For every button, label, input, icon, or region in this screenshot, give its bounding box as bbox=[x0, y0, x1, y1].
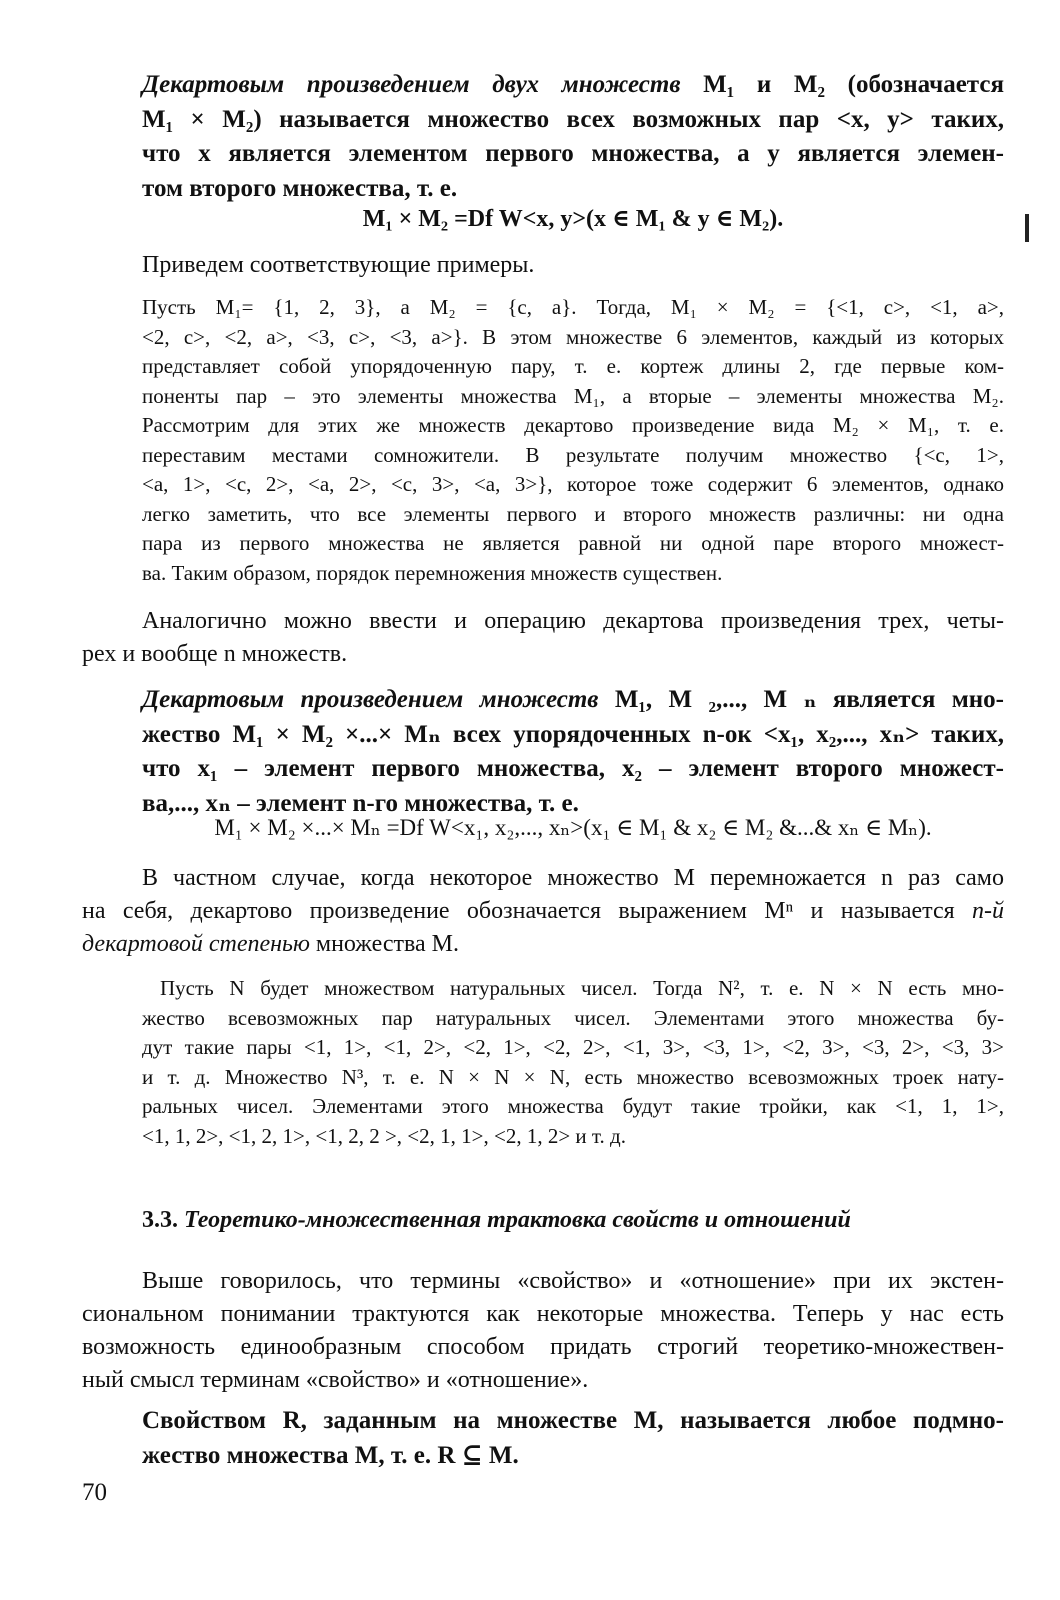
p2-line: Аналогично можно ввести и операцию декартова произведения трех, четы- bbox=[142, 608, 1004, 634]
def1-line-4: том второго множества, т. е. bbox=[142, 174, 458, 202]
formula-cartesian-n: M₁ × M₂ ×...× Mₙ =Df W<x₁, x₂,..., xₙ>(x₁ ∈ M₁ & x₂ ∈ M₂ &...& xₙ ∈ Mₙ). bbox=[214, 815, 932, 840]
ex1-line: <2, c>, <2, a>, <3, c>, <3, a>}. В этом множестве 6 элементов, каждый из которых bbox=[142, 324, 1004, 349]
ex1-line: представляет собой упорядоченную пару, т. е. кортеж длины 2, где первые ком- bbox=[142, 354, 1004, 378]
def2-line-4: ва,..., xₙ – элемент n-го множества, т. е. bbox=[142, 789, 579, 817]
paragraph-cartesian-power bbox=[82, 862, 1004, 961]
section-title: Теоретико-множественная трактовка свойств и отношений bbox=[178, 1207, 851, 1233]
def2-line-2: жество M₁ × M₂ ×...× Mₙ всех упорядоченных n-ок <x₁, x₂,..., xₙ> таких, bbox=[142, 720, 1004, 748]
ex1-line: легко заметить, что все элементы первого и второго множеств различны: ни одна bbox=[142, 501, 1004, 526]
def2-line-3: что x₁ – элемент первого множества, x₂ – элемент второго множест- bbox=[142, 755, 1004, 782]
definition-cartesian-product-n bbox=[142, 683, 1004, 821]
definition-cartesian-product-two bbox=[142, 68, 1004, 206]
p3-line-1: В частном случае, когда некоторое множество M перемножается n раз само bbox=[142, 865, 1004, 891]
example-block-2 bbox=[142, 974, 1004, 1151]
ex1-line: пара из первого множества не является равной ни одной паре второго множест- bbox=[142, 531, 1004, 555]
def1-line-2: M₁ × M₂) называется множество всех возможных пар <x, y> таких, bbox=[142, 105, 1004, 133]
p4-line: Выше говорилось, что термины «свойство» и «отношение» при их экстен- bbox=[142, 1268, 1004, 1294]
p3-line-2: на себя, декартово произведение обозначается выражением Mⁿ и называется n-й bbox=[82, 898, 1004, 924]
ex2-line: и т. д. Множество N³, т. е. N × N × N, есть множество всевозможных троек нату- bbox=[142, 1064, 1004, 1089]
section-heading bbox=[142, 1207, 1004, 1234]
def1-line-1: Декартовым произведением двух множеств M₁ и M₂ (обозначается bbox=[142, 71, 1004, 98]
p4-line: ный смысл терминам «свойство» и «отношение». bbox=[82, 1367, 589, 1393]
p2-line: рех и вообще n множеств. bbox=[82, 641, 348, 667]
example-block-1 bbox=[142, 293, 1004, 588]
ex1-line: Рассмотрим для этих же множеств декартово произведение вида M₂ × M₁, т. е. bbox=[142, 413, 1004, 437]
margin-mark bbox=[1025, 214, 1029, 242]
section-number: 3.3. bbox=[142, 1207, 178, 1233]
ex2-line: жество всевозможных пар натуральных чисел. Элементами этого множества бу- bbox=[142, 1005, 1004, 1030]
page-number: 70 bbox=[82, 1479, 107, 1506]
ex2-line: Пусть N будет множеством натуральных чисел. Тогда N², т. е. N × N есть мно- bbox=[160, 976, 1004, 1000]
ex1-line: Пусть M₁= {1, 2, 3}, а M₂ = {c, a}. Тогда, M₁ × M₂ = {<1, c>, <1, a>, bbox=[142, 295, 1004, 319]
p3-line-3: декартовой степенью множества M. bbox=[82, 931, 459, 957]
p4-line: сиональном понимании трактуются как некоторые множества. Теперь у нас есть bbox=[82, 1301, 1004, 1327]
formula-cartesian-two: M₁ × M₂ =Df W<x, y>(x ∈ M₁ & y ∈ M₂). bbox=[362, 206, 784, 232]
def1-line-3: что x является элементом первого множества, а y является элемен- bbox=[142, 140, 1004, 167]
def3-line: жество множества M, т. е. R ⊆ M. bbox=[142, 1441, 519, 1469]
ex2-line: <1, 1, 2>, <1, 2, 1>, <1, 2, 2 >, <2, 1, 1>, <2, 1, 2> и т. д. bbox=[142, 1123, 626, 1148]
ex1-line: <a, 1>, <c, 2>, <a, 2>, <c, 3>, <a, 3>}, которое тоже содержит 6 элементов, однако bbox=[142, 472, 1004, 496]
definition-property bbox=[142, 1404, 1004, 1473]
paragraph-n-sets bbox=[82, 605, 1004, 671]
paragraph-properties-relations bbox=[82, 1265, 1004, 1397]
p4-line: возможность единообразным способом придать строгий теоретико-множествен- bbox=[82, 1334, 1004, 1360]
def2-line-1: Декартовым произведением множеств M₁, M ₂,..., M ₙ является мно- bbox=[142, 686, 1004, 713]
ex1-line: ва. Таким образом, порядок перемножения множеств существен. bbox=[142, 560, 723, 585]
ex1-line: переставим местами сомножители. В результате получим множество {<c, 1>, bbox=[142, 442, 1004, 467]
paragraph-examples-intro: Приведем соответствующие примеры. bbox=[142, 252, 535, 278]
ex1-line: поненты пар – это элементы множества M₁, а вторые – элементы множества M₂. bbox=[142, 383, 1004, 408]
def3-line: Свойством R, заданным на множестве M, называется любое подмно- bbox=[142, 1407, 1004, 1434]
ex2-line: ральных чисел. Элементами этого множества будут такие тройки, как <1, 1, 1>, bbox=[142, 1094, 1004, 1118]
ex2-line: дут такие пары <1, 1>, <1, 2>, <2, 1>, <2, 2>, <1, 3>, <3, 1>, <2, 3>, <3, 2>, <3, 3> bbox=[142, 1035, 1004, 1059]
